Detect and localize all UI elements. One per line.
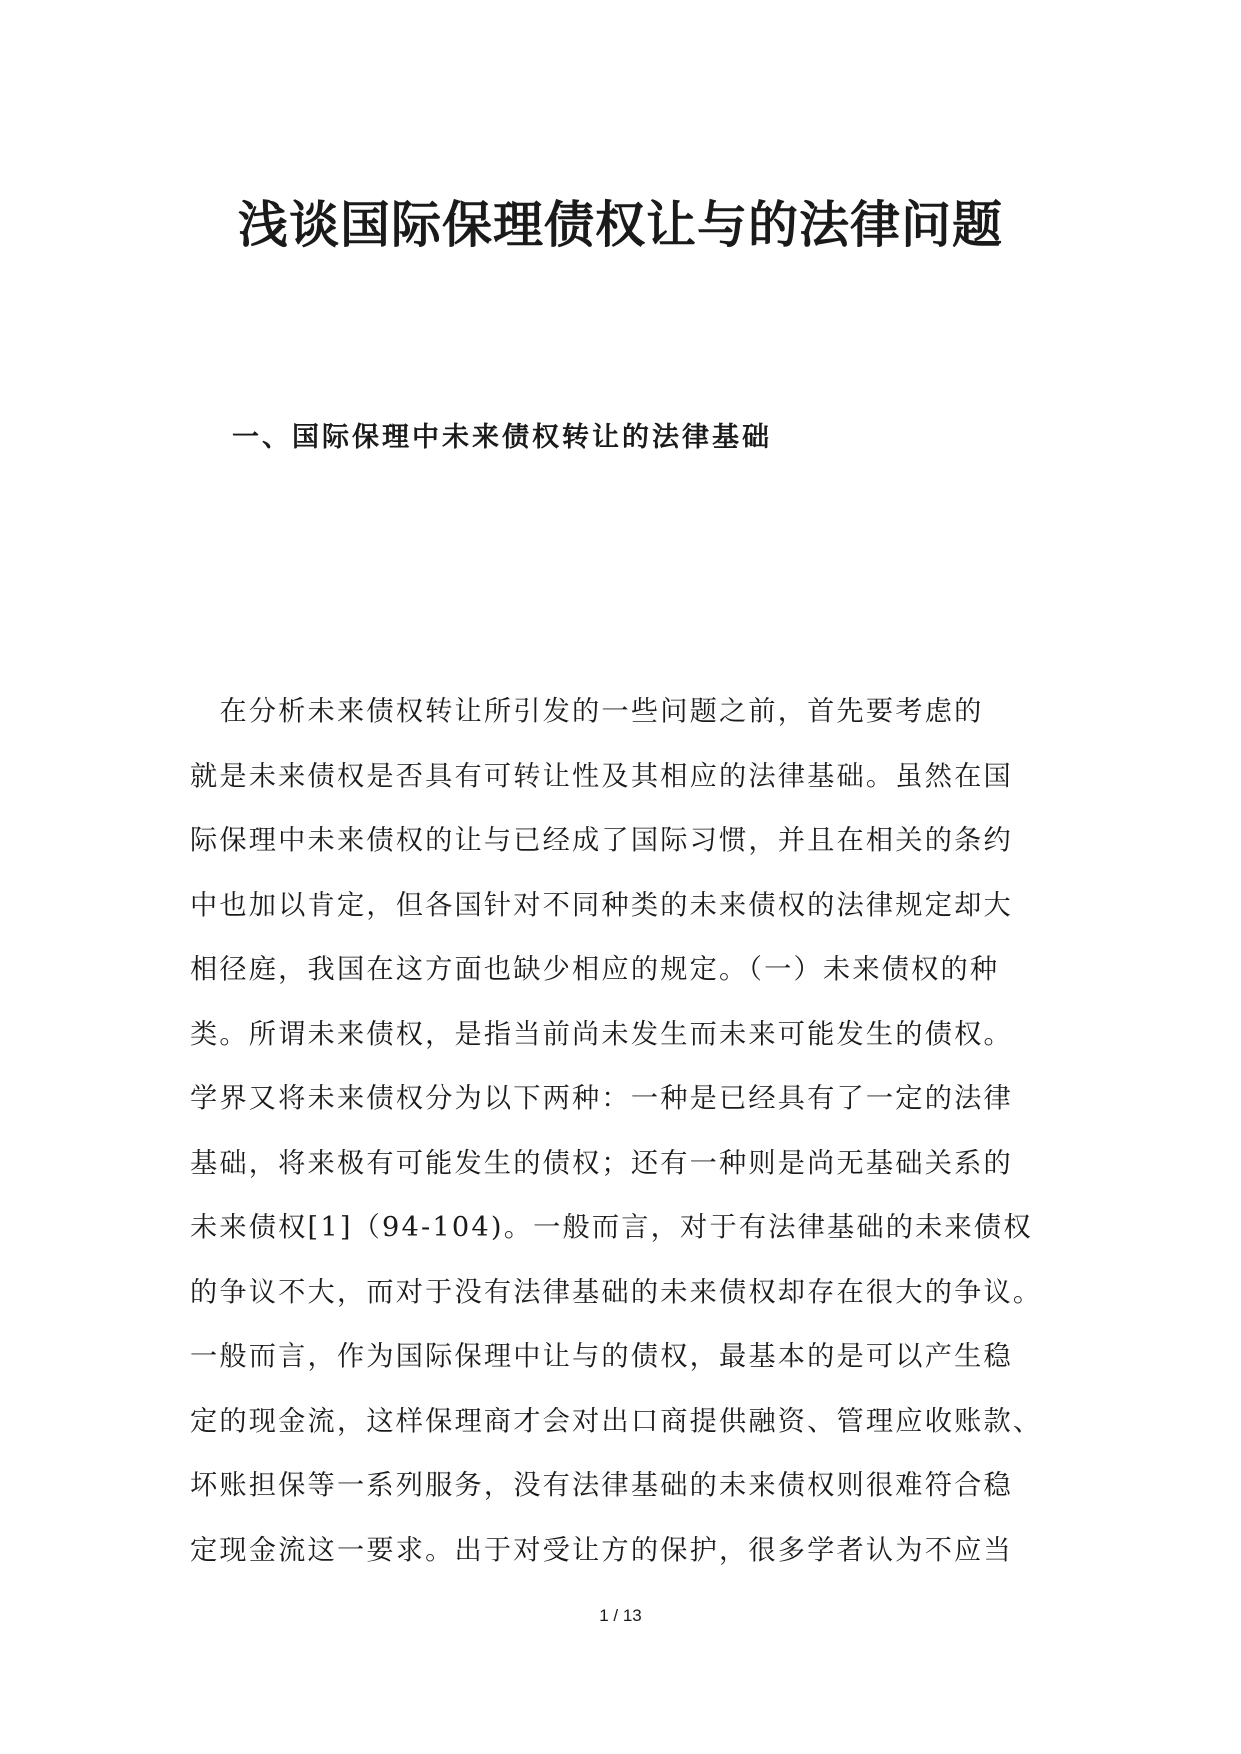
body-line: 就是未来债权是否具有可转让性及其相应的法律基础。虽然在国 <box>190 760 1013 792</box>
body-line: 类。所谓未来债权，是指当前尚未发生而未来可能发生的债权。 <box>190 1018 1013 1050</box>
body-line: 一般而言，作为国际保理中让与的债权，最基本的是可以产生稳 <box>190 1341 1013 1372</box>
document-title: 浅谈国际保理债权让与的法律问题 <box>238 196 1003 254</box>
body-line: 在分析未来债权转让所引发的一些问题之前，首先要考虑的 <box>190 696 984 727</box>
body-line: 未来债权[1]（94-104)。一般而言，对于有法律基础的未来债权 <box>190 1212 1033 1243</box>
body-paragraph <box>190 680 1070 1583</box>
body-line: 的争议不大，而对于没有法律基础的未来债权却存在很大的争议。 <box>190 1276 1043 1308</box>
page-number: 1 / 13 <box>599 1606 642 1625</box>
body-line: 际保理中未来债权的让与已经成了国际习惯，并且在相关的条约 <box>190 825 1013 856</box>
section-heading: 一、国际保理中未来债权转让的法律基础 <box>232 422 772 453</box>
body-line: 坏账担保等一系列服务，没有法律基础的未来债权则很难符合稳 <box>190 1470 1013 1501</box>
body-line: 基础，将来极有可能发生的债权；还有一种则是尚无基础关系的 <box>190 1147 1013 1179</box>
body-line: 定的现金流，这样保理商才会对出口商提供融资、管理应收账款、 <box>190 1405 1043 1437</box>
body-line: 中也加以肯定，但各国针对不同种类的未来债权的法律规定却大 <box>190 889 1013 921</box>
body-line: 学界又将未来债权分为以下两种：一种是已经具有了一定的法律 <box>190 1083 1013 1114</box>
body-line: 相径庭，我国在这方面也缺少相应的规定。（一）未来债权的种 <box>190 954 1000 985</box>
body-line: 定现金流这一要求。出于对受让方的保护，很多学者认为不应当 <box>190 1534 1013 1566</box>
